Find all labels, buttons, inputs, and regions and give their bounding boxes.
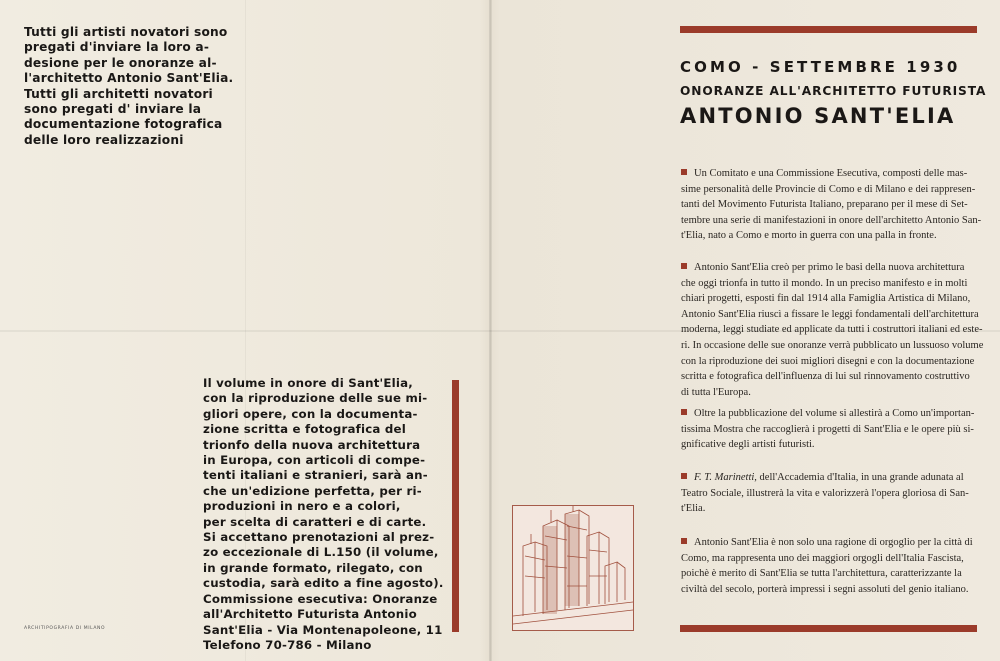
volume-line: in Europa, con articoli di compe- xyxy=(203,453,426,468)
paragraph-line: moderna, leggi studiate ed applicate da tutti i costruttori italiani ed este- xyxy=(681,324,983,336)
volume-line: produzioni in nero e a colori, xyxy=(203,499,401,514)
paragraph-line: t'Elia. xyxy=(681,503,706,515)
paragraph-line: Teatro Sociale, illustrerà la vita e valorizzerà l'opera gloriosa di San- xyxy=(681,487,969,499)
appeal-line: sono pregati d' inviare la xyxy=(24,102,202,117)
volume-line: in grande formato, rilegato, con xyxy=(203,560,423,575)
top-red-rule xyxy=(680,26,977,33)
paragraph-line: con la riproduzione dei suoi migliori disegni e con la documentazione xyxy=(681,355,975,367)
paragraph-line: tissima Mostra che raccoglierà i progetti di Sant'Elia e le opere più si- xyxy=(681,423,974,435)
paragraph-line: , dell'Accademia d'Italia, in una grande adunata al xyxy=(754,472,964,483)
volume-line: zione scritta e fotografica del xyxy=(203,422,406,437)
appeal-line: pregati d'inviare la loro a- xyxy=(24,40,210,55)
city-drawing xyxy=(513,506,633,630)
event-subtitle: ONORANZE ALL'ARCHITETTO FUTURISTA xyxy=(680,84,987,98)
square-bullet-icon xyxy=(681,409,687,415)
paragraph-line: Antonio Sant'Elia è non solo una ragione di orgoglio per la città di xyxy=(694,537,973,548)
square-bullet-icon xyxy=(681,169,687,175)
bottom-red-rule xyxy=(680,625,977,632)
appeal-line: l'architetto Antonio Sant'Elia. xyxy=(24,71,234,86)
appeal-line: desione per le onoranze al- xyxy=(24,55,217,70)
paragraph-committee xyxy=(681,166,981,244)
paragraph-line: Antonio Sant'Elia riuscì a fissare le leggi fondamentali dell'architettura xyxy=(681,308,979,320)
volume-line: custodia, sarà edito a fine agosto). xyxy=(203,576,444,591)
printer-imprint: ARCHITIPOGRAFIA DI MILANO xyxy=(24,626,106,631)
paragraph-line: tembre una serie di manifestazioni in onore dell'architetto Antonio San- xyxy=(681,214,982,226)
paragraph-line: Un Comitato e una Commissione Esecutiva, composti delle mas- xyxy=(694,168,968,179)
paragraph-line: Antonio Sant'Elia creò per primo le basi della nuova architettura xyxy=(694,262,965,273)
square-bullet-icon xyxy=(681,538,687,544)
volume-line: Telefono 70-786 - Milano xyxy=(203,637,372,652)
appeal-line: delle loro realizzazioni xyxy=(24,132,184,147)
paragraph-exhibition xyxy=(681,406,981,453)
event-date-heading: COMO - SETTEMBRE 1930 xyxy=(680,58,961,76)
paragraph-line: che oggi trionfa in tutto il mondo. In un preciso manifesto e in molti xyxy=(681,277,968,289)
paragraph-line: di tutta l'Europa. xyxy=(681,386,751,398)
appeal-line: documentazione fotografica xyxy=(24,117,223,132)
volume-line: trionfo della nuova architettura xyxy=(203,437,421,452)
paragraph-line: poichè è merito di Sant'Elia se tutta l'architettura, caratterizzante la xyxy=(681,568,962,580)
paragraph-line: civiltà del secolo, porterà impressi i segni assoluti del genio italiano. xyxy=(681,583,969,595)
paragraph-line: scritta e fotografica dell'influenza di lui sul rinnovamento costruttivo xyxy=(681,371,970,383)
paragraph-line: Oltre la pubblicazione del volume si allestirà a Como un'importan- xyxy=(694,408,975,419)
volume-line: per scelta di caratteri e di carte. xyxy=(203,514,427,529)
paragraph-line: chiari progetti, esposti fin dal 1914 alla Famiglia Artistica di Milano, xyxy=(681,293,971,305)
paragraph-line: Como, ma rappresenta uno dei maggiori orgogli dell'Italia Fascista, xyxy=(681,552,964,564)
paragraph-line: sime personalità delle Provincie di Como e di Milano e dei rappresen- xyxy=(681,183,976,195)
volume-line: Sant'Elia - Via Montenapoleone, 11 xyxy=(203,622,443,637)
volume-line: Si accettano prenotazioni al prez- xyxy=(203,530,435,545)
appeal-line: Tutti gli artisti novatori sono xyxy=(24,25,228,39)
architecture-illustration xyxy=(512,505,634,631)
volume-line: tenti italiani e stranieri, sarà an- xyxy=(203,468,428,483)
architect-name-title: ANTONIO SANT'ELIA xyxy=(680,104,956,128)
volume-line: che un'edizione perfetta, per ri- xyxy=(203,483,422,498)
paragraph-line: gnificative degli artisti futuristi. xyxy=(681,439,815,451)
square-bullet-icon xyxy=(681,473,687,479)
volume-line: con la riproduzione delle sue mi- xyxy=(203,391,428,406)
paragraph-line: ri. In occasione delle sue onoranze verrà pubblicato un lussuoso volume xyxy=(681,339,984,351)
volume-line: gliori opere, con la documenta- xyxy=(203,406,418,421)
square-bullet-icon xyxy=(681,263,687,269)
volume-line: zo eccezionale di L.150 (il volume, xyxy=(203,545,439,560)
paragraph-legacy xyxy=(681,260,984,400)
paragraph-line: tanti del Movimento Futurista Italiano, preparano per il mese di Set- xyxy=(681,199,968,211)
volume-line: Commissione esecutiva: Onoranze xyxy=(203,591,438,606)
volume-line: all'Architetto Futurista Antonio xyxy=(203,607,417,622)
paragraph-pride xyxy=(681,535,981,597)
volume-line: Il volume in onore di Sant'Elia, xyxy=(203,376,413,390)
paragraph-line: t'Elia, nato a Como e morto in guerra con una palla in fronte. xyxy=(681,230,937,242)
volume-announcement-block xyxy=(203,376,444,653)
appeal-line: Tutti gli architetti novatori xyxy=(24,86,213,101)
marinetti-name: F. T. Marinetti xyxy=(694,472,755,483)
paragraph-marinetti xyxy=(681,470,981,517)
vertical-red-bar xyxy=(452,380,459,632)
artists-appeal-block xyxy=(24,25,233,148)
